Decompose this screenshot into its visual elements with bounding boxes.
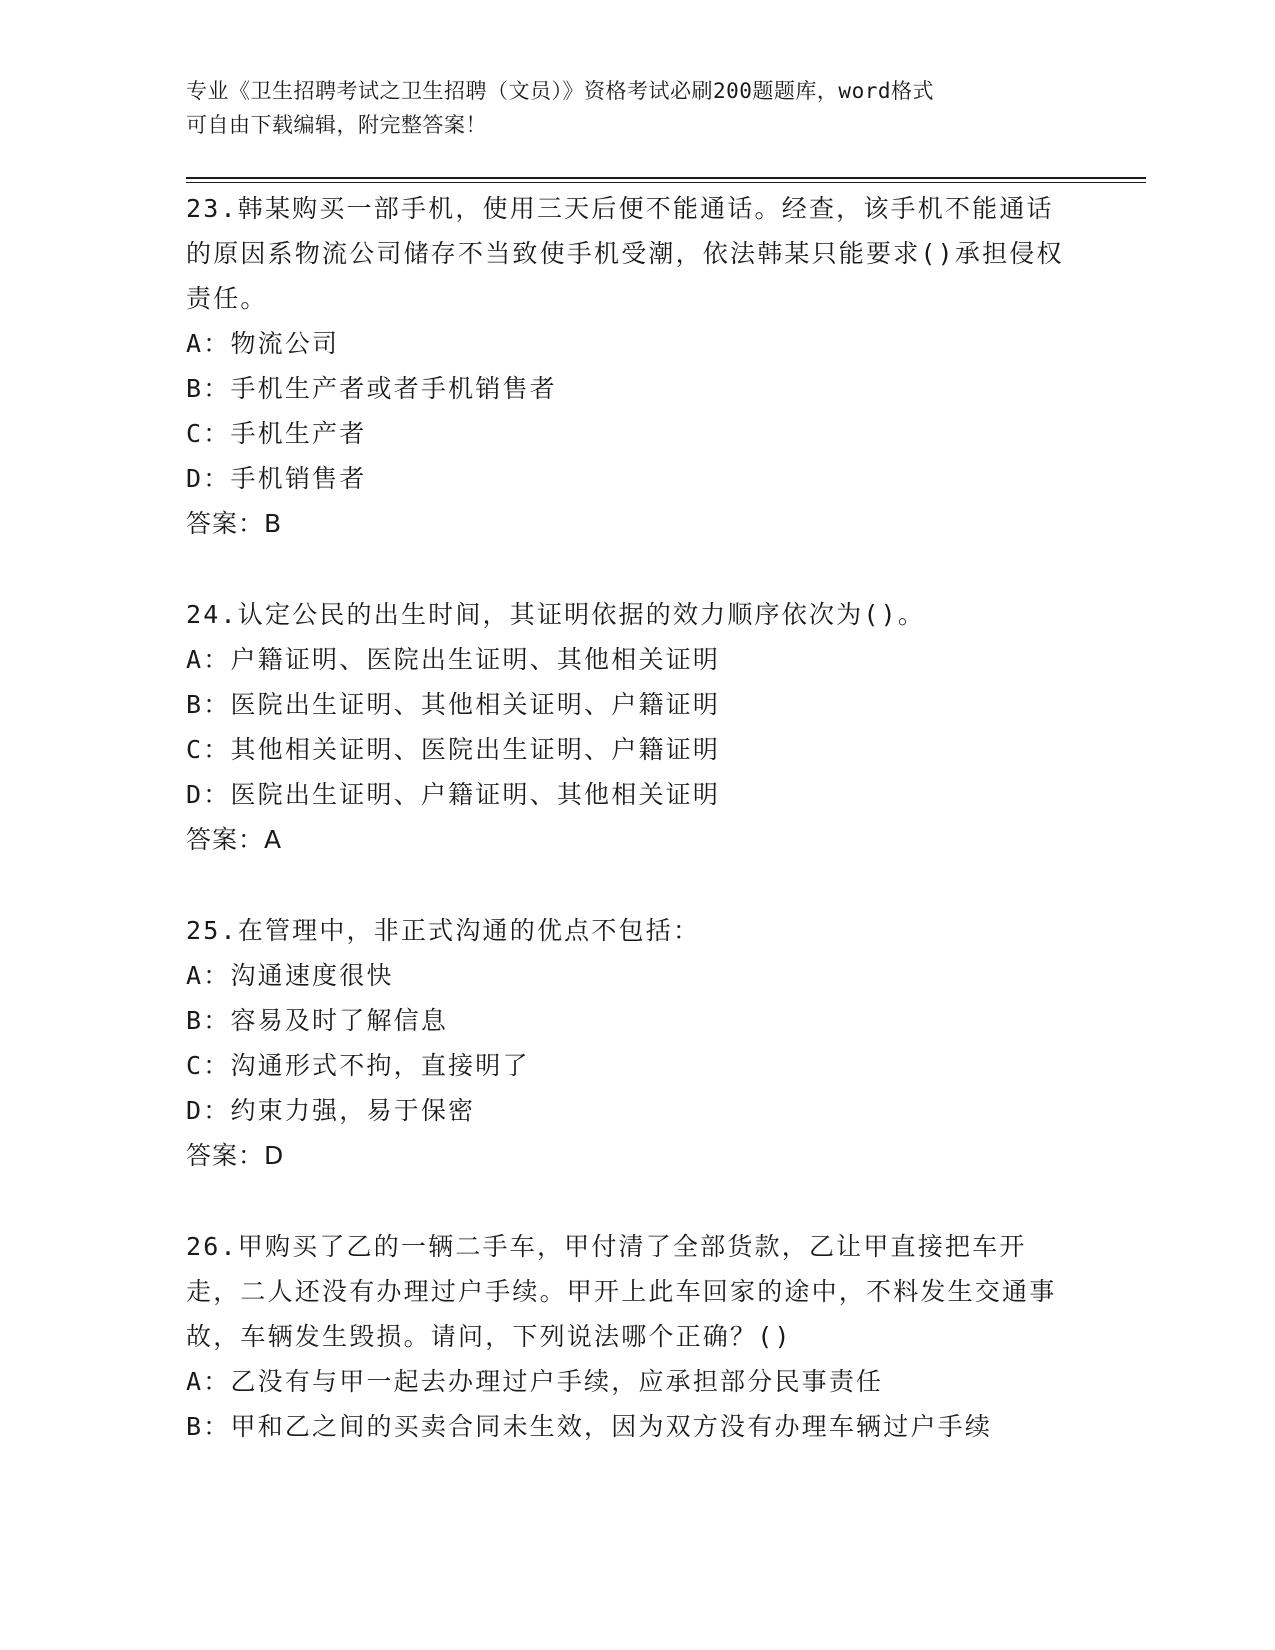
header-rule-thin [186,182,1146,183]
option-a: A：沟通速度很快 [186,961,394,990]
option-b: B：医院出生证明、其他相关证明、户籍证明 [186,690,721,719]
header-line-2: 可自由下载编辑，附完整答案！ [186,113,487,137]
option-c: C：沟通形式不拘，直接明了 [186,1051,530,1080]
option-b: B：容易及时了解信息 [186,1006,449,1035]
question-list [186,186,1076,1495]
question-stem: 23.韩某购买一部手机，使用三天后便不能通话。经查，该手机不能通话的原因系物流公司储存不当致使手机受潮，依法韩某只能要求()承担侵权责任。 [186,194,1064,313]
question-stem: 24.认定公民的出生时间，其证明依据的效力顺序依次为()。 [186,600,926,629]
question-23 [186,186,1076,546]
question-stem: 26.甲购买了乙的一辆二手车，甲付清了全部货款，乙让甲直接把车开走，二人还没有办理过户手续。甲开上此车回家的途中，不料发生交通事故，车辆发生毁损。请问，下列说法哪个正确？() [186,1232,1057,1351]
option-a: A：物流公司 [186,329,340,358]
option-c: C：其他相关证明、医院出生证明、户籍证明 [186,735,721,764]
question-26 [186,1224,1076,1449]
option-d: D：约束力强，易于保密 [186,1096,476,1125]
answer: 答案：A [186,825,283,854]
question-25 [186,908,1076,1178]
header-rule-thick [186,177,1146,179]
option-b: B：手机生产者或者手机销售者 [186,374,557,403]
question-24 [186,592,1076,862]
option-a: A：乙没有与甲一起去办理过户手续，应承担部分民事责任 [186,1367,884,1396]
question-stem: 25.在管理中，非正式沟通的优点不包括： [186,916,701,945]
option-d: D：手机销售者 [186,464,367,493]
option-a: A：户籍证明、医院出生证明、其他相关证明 [186,645,721,674]
answer: 答案：B [186,509,283,538]
option-c: C：手机生产者 [186,419,367,448]
answer: 答案：D [186,1141,285,1170]
option-b: B：甲和乙之间的买卖合同未生效，因为双方没有办理车辆过户手续 [186,1412,993,1441]
document-header [186,74,1066,142]
header-line-1: 专业《卫生招聘考试之卫生招聘（文员）》资格考试必刷200题题库，word格式 [186,79,934,103]
option-d: D：医院出生证明、户籍证明、其他相关证明 [186,780,721,809]
